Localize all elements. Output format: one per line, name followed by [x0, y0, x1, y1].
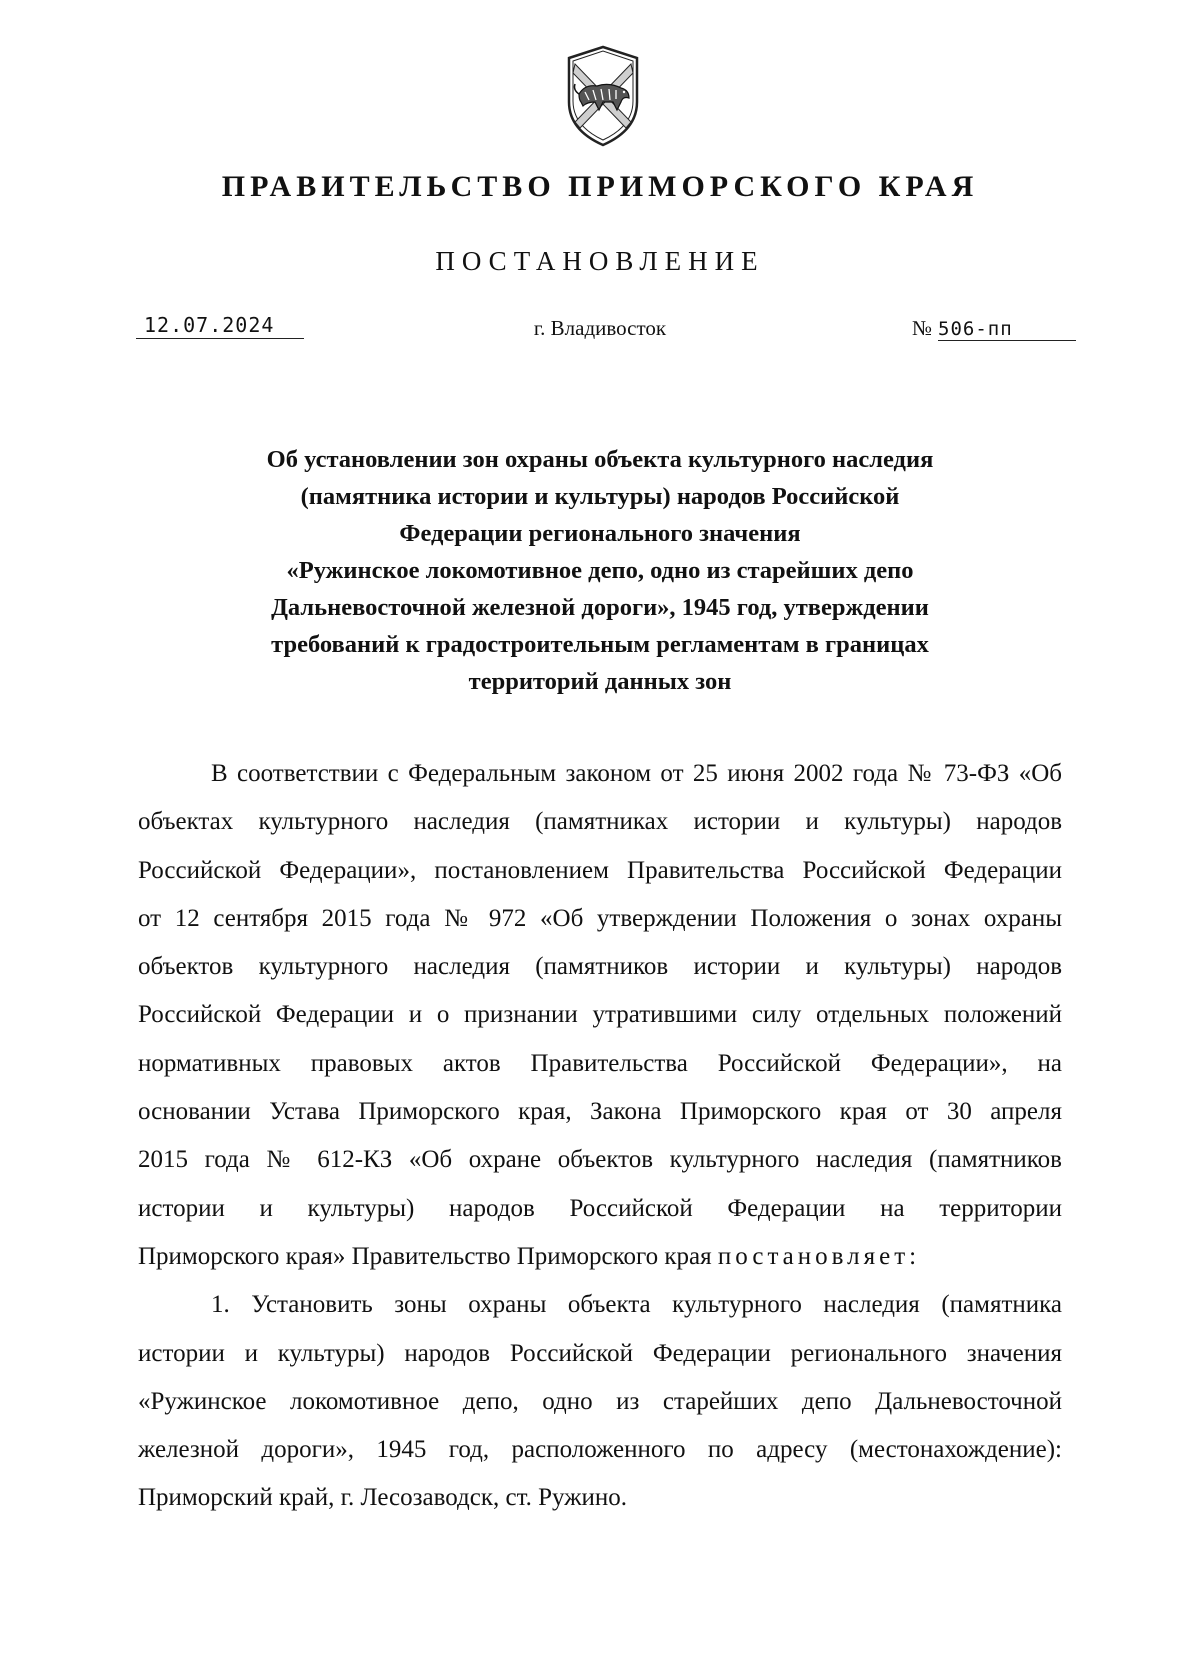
subject-line: территорий данных зон — [468, 668, 732, 695]
preamble-line: нормативных правовых актов Правительства Российской Федерации», на — [138, 1049, 1062, 1077]
subject-line: Об установлении зон охраны объекта культурного наследия — [266, 446, 934, 473]
document-date: 12.07.2024 — [136, 313, 304, 339]
subject-line: требований к градостроительным регламентам в границах — [271, 631, 929, 658]
document-subject — [140, 441, 1060, 700]
subject-line: Федерации регионального значения — [399, 520, 801, 547]
item1-line: 1. Установить зоны охраны объекта культурного наследия (памятника — [211, 1291, 1062, 1319]
preamble-line: объектах культурного наследия (памятниках истории и культуры) народов — [138, 808, 1062, 836]
document-body — [138, 750, 1062, 1523]
item1-line: Приморский край, г. Лесозаводск, ст. Ружино. — [138, 1484, 628, 1512]
preamble-line: истории и культуры) народов Российской Федерации на территории — [138, 1194, 1062, 1222]
preamble-last-prefix: Приморского края» Правительство Приморского края — [138, 1242, 712, 1270]
subject-line: «Ружинское локомотивное депо, одно из старейших депо — [286, 557, 914, 584]
preamble-line: 2015 года № 612-КЗ «Об охране объектов культурного наследия (памятников — [138, 1146, 1062, 1174]
subject-line: (памятника истории и культуры) народов Российской — [300, 483, 900, 510]
number-value: 506-пп — [938, 318, 1076, 341]
number-sign: № — [912, 316, 933, 340]
item1-line: железной дороги», 1945 год, расположенного по адресу (местонахождение): — [138, 1436, 1062, 1464]
preamble-last-line — [138, 1233, 1062, 1281]
document-number — [912, 316, 1076, 341]
preamble-line: основании Устава Приморского края, Закона Приморского края от 30 апреля — [138, 1098, 1062, 1126]
item1-line: истории и культуры) народов Российской Федерации регионального значения — [138, 1339, 1062, 1367]
preamble-line: объектов культурного наследия (памятников истории и культуры) народов — [138, 953, 1062, 981]
government-title: ПРАВИТЕЛЬСТВО ПРИМОРСКОГО КРАЯ — [221, 170, 979, 203]
preamble-line: от 12 сентября 2015 года № 972 «Об утверждении Положения о зонах охраны — [138, 904, 1062, 932]
subject-line: Дальневосточной железной дороги», 1945 год, утверждении — [271, 594, 929, 621]
preamble-line: Российской Федерации и о признании утратившими силу отдельных положений — [138, 1001, 1062, 1029]
document-type: ПОСТАНОВЛЕНИЕ — [435, 246, 765, 276]
resolution-keyword: постановляет: — [717, 1242, 921, 1270]
document-city: г. Владивосток — [533, 316, 667, 340]
coat-of-arms-emblem — [563, 44, 643, 148]
item1-line: «Ружинское локомотивное депо, одно из старейших депо Дальневосточной — [138, 1387, 1062, 1415]
preamble-line: Российской Федерации», постановлением Правительства Российской Федерации — [138, 856, 1062, 884]
preamble-line: В соответствии с Федеральным законом от 25 июня 2002 года № 73-ФЗ «Об — [211, 760, 1062, 787]
